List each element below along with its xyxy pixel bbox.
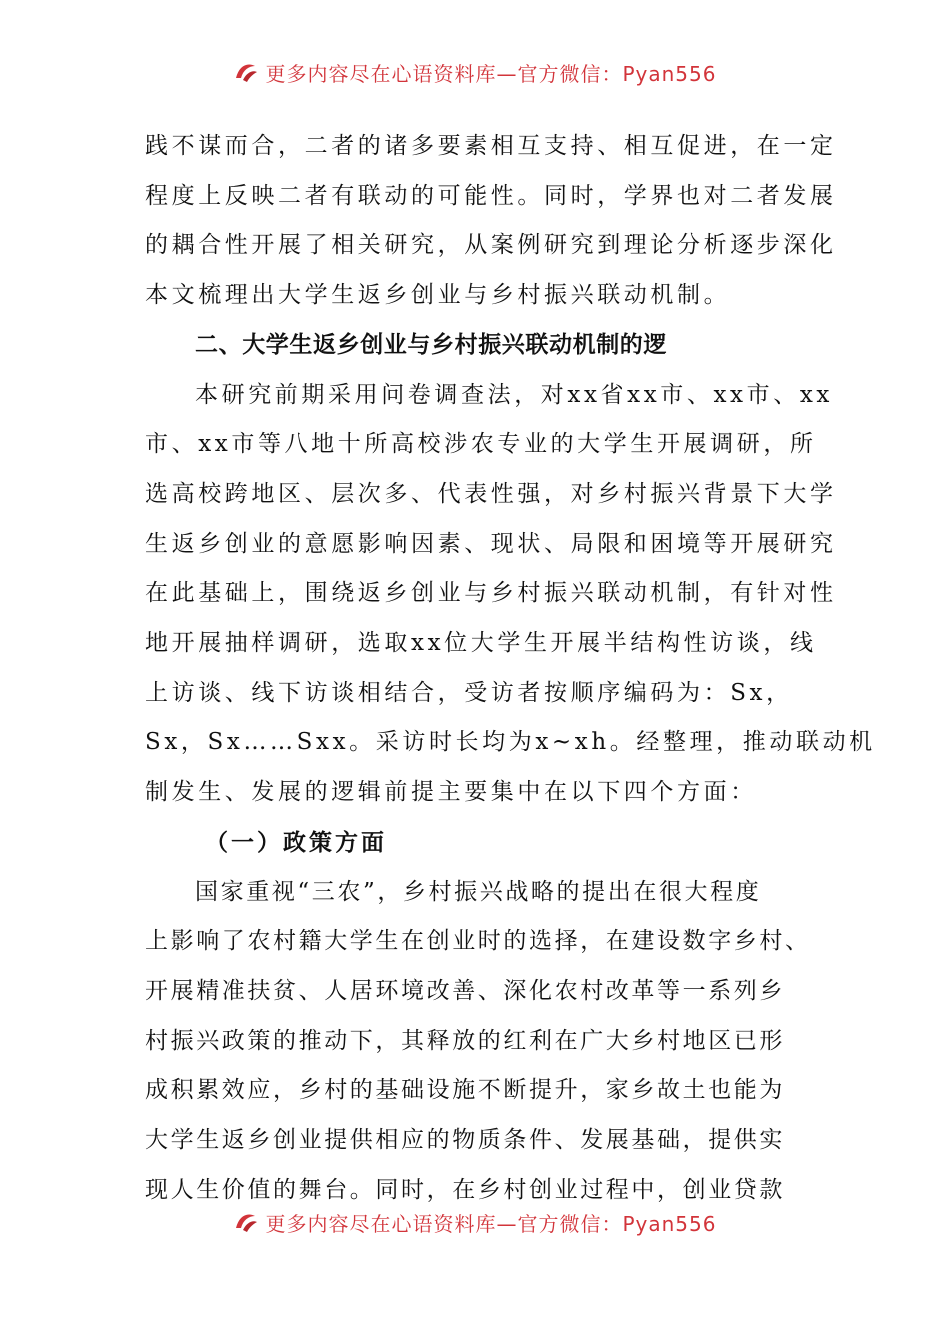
brand-logo-icon — [233, 1210, 259, 1234]
text-line: 上影响了农村籍大学生在创业时的选择，在建设数字乡村、 — [145, 928, 811, 955]
text-line: 的耦合性开展了相关研究，从案例研究到理论分析逐步深化 — [145, 232, 837, 259]
footer-watermark — [0, 1208, 950, 1236]
paragraph-2 — [145, 371, 876, 818]
text-line: 大学生返乡创业提供相应的物质条件、发展基础，提供实 — [145, 1127, 785, 1154]
text-line: 践不谋而合，二者的诸多要素相互支持、相互促进，在一定 — [145, 133, 837, 159]
text-line: 选高校跨地区、层次多、代表性强，对乡村振兴背景下大学 — [145, 480, 837, 507]
text-line: 制发生、发展的逻辑前提主要集中在以下四个方面： — [145, 779, 757, 806]
text-line: 程度上反映二者有联动的可能性。同时，学界也对二者发展 — [145, 182, 837, 209]
text-line: 本研究前期采用问卷调查法，对xx省xx市、xx市、xx — [195, 381, 833, 408]
text-line: 国家重视“三农”，乡村振兴战略的提出在很大程度 — [195, 878, 762, 905]
paragraph-1 — [145, 122, 837, 321]
subsection-heading: （一）政策方面 — [205, 828, 387, 856]
text-line: 现人生价值的舞台。同时，在乡村创业过程中，创业贷款 — [145, 1176, 785, 1203]
text-line: 市、xx市等八地十所高校涉农专业的大学生开展调研，所 — [145, 431, 817, 458]
text-line: 本文梳理出大学生返乡创业与乡村振兴联动机制。 — [145, 282, 731, 309]
text-line: 成积累效应，乡村的基础设施不断提升，家乡故土也能为 — [145, 1077, 785, 1104]
text-line: 在此基础上，围绕返乡创业与乡村振兴联动机制，有针对性 — [145, 580, 837, 607]
document-body — [145, 122, 876, 1215]
text-line: 村振兴政策的推动下，其释放的红利在广大乡村地区已形 — [145, 1027, 785, 1054]
text-line: 生返乡创业的意愿影响因素、现状、局限和困境等开展研究 — [145, 530, 837, 557]
text-line: 地开展抽样调研，选取xx位大学生开展半结构性访谈，线 — [145, 630, 817, 657]
text-line: 上访谈、线下访谈相结合，受访者按顺序编码为：Sx， — [145, 679, 793, 706]
section-heading: 二、大学生返乡创业与乡村振兴联动机制的逻 — [195, 331, 667, 358]
watermark-text: 更多内容尽在心语资料库—官方微信：Pyan556 — [265, 1211, 717, 1236]
text-line: 开展精准扶贫、人居环境改善、深化农村改革等一系列乡 — [145, 977, 785, 1004]
watermark-text: 更多内容尽在心语资料库—官方微信：Pyan556 — [265, 61, 717, 86]
text-line: Sx，Sx……Sxx。采访时长均为x~xh。经整理，推动联动机 — [145, 729, 876, 756]
header-watermark — [0, 58, 950, 86]
paragraph-3 — [145, 868, 810, 1216]
brand-logo-icon — [233, 60, 259, 84]
